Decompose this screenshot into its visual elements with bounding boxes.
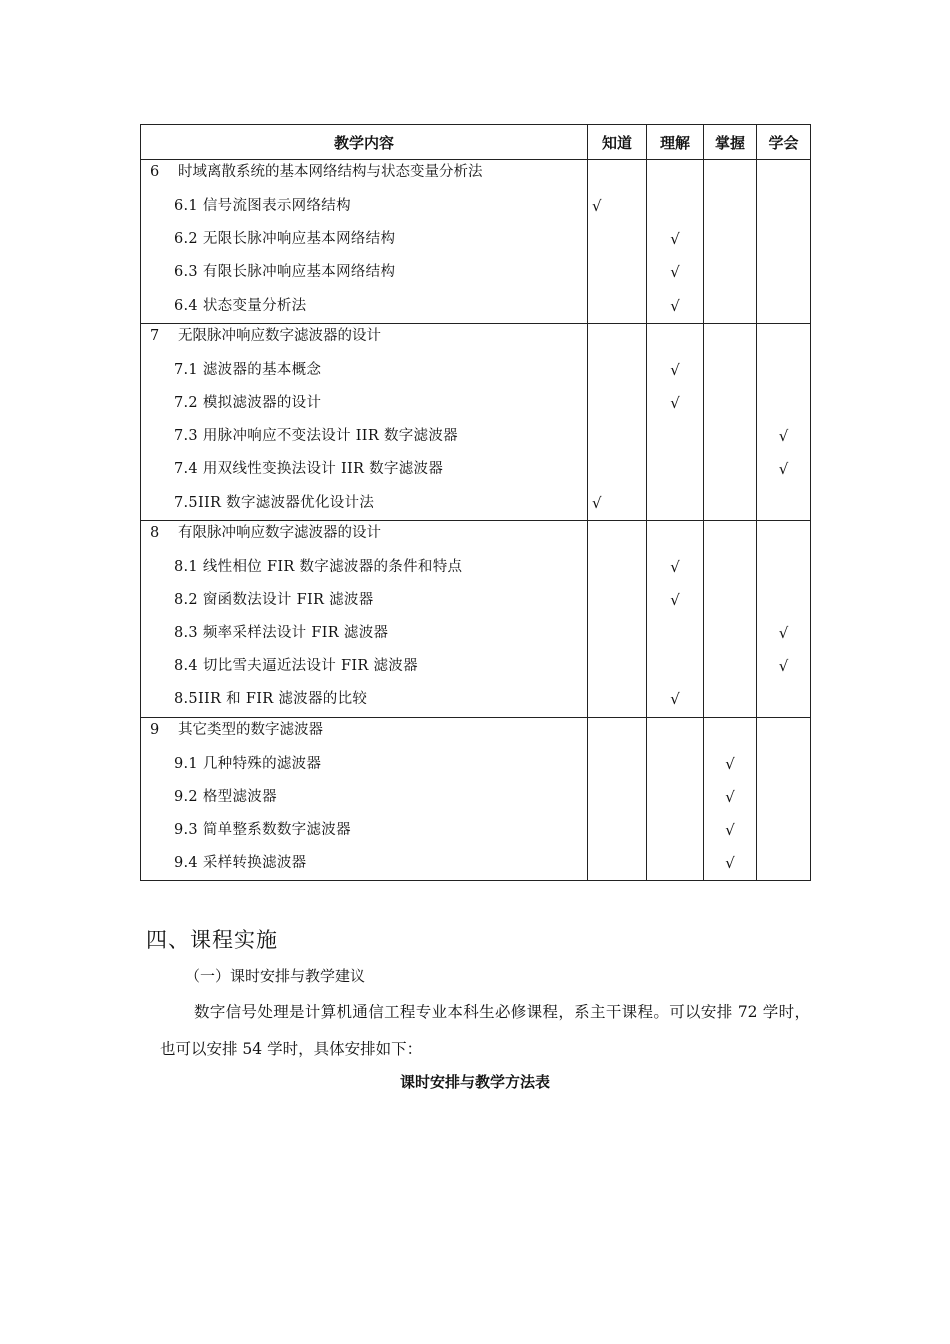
chapter-number: 9	[150, 721, 160, 738]
empty-mark	[757, 781, 810, 814]
chapter-number: 8	[150, 524, 160, 541]
chapter-title: 有限脉冲响应数字滤波器的设计	[178, 524, 381, 541]
topic-item: 8.1 线性相位 FIR 数字滤波器的条件和特点	[174, 558, 463, 575]
check-mark: √	[670, 690, 680, 709]
teaching-objectives-table	[140, 124, 811, 881]
check-mark: √	[670, 360, 680, 379]
empty-mark	[757, 354, 810, 387]
check-mark: √	[778, 460, 789, 479]
chapter-title: 其它类型的数字滤波器	[178, 721, 323, 738]
empty-mark	[704, 551, 756, 584]
topic-item: 6.1 信号流图表示网络结构	[174, 198, 351, 214]
table-header-row	[141, 125, 811, 160]
empty-mark	[588, 453, 646, 486]
section-title: 四、课程实施	[146, 928, 278, 952]
empty-mark	[588, 256, 646, 289]
chapter-content-cell	[141, 160, 588, 324]
empty-mark	[757, 683, 810, 716]
chapter-number: 7	[150, 327, 160, 344]
check-mark: √	[725, 854, 735, 873]
chapter-content-cell	[141, 520, 588, 717]
level-column-3	[704, 717, 757, 881]
level-column-1	[588, 520, 647, 717]
topic-item: 7.3 用脉冲响应不变法设计 IIR 数字滤波器	[174, 428, 458, 445]
empty-mark	[704, 453, 756, 486]
empty-mark	[588, 683, 646, 716]
empty-mark	[647, 781, 703, 814]
empty-mark	[704, 290, 756, 323]
topic-item: 6.3 有限长脉冲响应基本网络结构	[174, 264, 396, 281]
check-mark: √	[725, 821, 735, 839]
check-mark: √	[670, 263, 680, 282]
empty-mark	[647, 617, 703, 650]
empty-mark	[647, 847, 703, 880]
empty-mark	[704, 354, 756, 387]
empty-mark	[588, 814, 646, 847]
check-mark: √	[592, 197, 602, 215]
empty-mark	[757, 190, 810, 223]
empty-mark	[757, 487, 810, 520]
empty-mark	[757, 814, 810, 847]
topic-item: 6.2 无限长脉冲响应基本网络结构	[174, 231, 396, 248]
check-mark: √	[670, 590, 680, 609]
empty-mark	[647, 814, 703, 847]
check-mark: √	[725, 754, 735, 773]
header-master: 掌握	[704, 125, 757, 160]
empty-mark	[588, 223, 646, 256]
empty-mark	[588, 354, 646, 387]
empty-mark	[647, 420, 703, 453]
empty-mark	[588, 650, 646, 683]
empty-mark	[757, 847, 810, 880]
empty-mark	[704, 420, 756, 453]
empty-mark	[588, 420, 646, 453]
level-column-3	[704, 160, 757, 324]
empty-mark	[588, 781, 646, 814]
level-column-1	[588, 160, 647, 324]
level-column-4	[757, 323, 811, 520]
schedule-paragraph: 数字信号处理是计算机通信工程专业本科生必修课程，系主干课程。可以安排 72 学时，也可以安排 54 学时，具体安排如下：	[160, 1003, 810, 1058]
empty-mark	[647, 453, 703, 486]
empty-mark	[588, 748, 646, 781]
topic-item: 9.2 格型滤波器	[174, 788, 277, 805]
chapter-heading	[141, 521, 587, 551]
level-column-1	[588, 717, 647, 881]
empty-mark	[647, 487, 703, 520]
sub-heading: （一）课时安排与教学建议	[185, 967, 366, 985]
level-column-3	[704, 520, 757, 717]
chapter-content-cell	[141, 717, 588, 881]
chapter-number: 6	[150, 164, 160, 180]
chapter-heading	[141, 718, 587, 748]
chapter-heading	[141, 160, 587, 190]
empty-mark	[704, 683, 756, 716]
level-column-4	[757, 520, 811, 717]
check-mark: √	[670, 557, 680, 576]
check-mark: √	[778, 657, 789, 676]
level-column-2	[647, 323, 704, 520]
table-caption: 课时安排与教学方法表	[399, 1073, 550, 1091]
topic-item: 8.5IIR 和 FIR 滤波器的比较	[174, 691, 368, 708]
topic-item: 8.4 切比雪夫逼近法设计 FIR 滤波器	[174, 658, 418, 675]
empty-mark	[757, 290, 810, 323]
empty-mark	[757, 387, 810, 420]
topic-item: 7.1 滤波器的基本概念	[174, 361, 322, 378]
empty-mark	[647, 748, 703, 781]
empty-mark	[757, 256, 810, 289]
empty-mark	[704, 487, 756, 520]
topic-item: 8.2 窗函数法设计 FIR 滤波器	[174, 591, 374, 608]
check-mark: √	[592, 493, 602, 512]
empty-mark	[704, 190, 756, 223]
empty-mark	[588, 387, 646, 420]
empty-mark	[704, 387, 756, 420]
empty-mark	[757, 223, 810, 256]
empty-mark	[757, 748, 810, 781]
chapter-title: 时域离散系统的基本网络结构与状态变量分析法	[178, 164, 483, 180]
empty-mark	[647, 190, 703, 223]
chapter-row	[141, 520, 811, 717]
empty-mark	[757, 584, 810, 617]
level-column-1	[588, 323, 647, 520]
topic-item: 9.1 几种特殊的滤波器	[174, 755, 322, 772]
check-mark: √	[670, 296, 680, 315]
empty-mark	[647, 650, 703, 683]
empty-mark	[588, 551, 646, 584]
check-mark: √	[725, 787, 735, 806]
level-column-2	[647, 160, 704, 324]
topic-item: 8.3 频率采样法设计 FIR 滤波器	[174, 625, 389, 642]
chapter-title: 无限脉冲响应数字滤波器的设计	[178, 327, 381, 344]
level-column-2	[647, 520, 704, 717]
empty-mark	[704, 617, 756, 650]
level-column-3	[704, 323, 757, 520]
empty-mark	[757, 551, 810, 584]
topic-item: 9.3 简单整系数数字滤波器	[174, 822, 351, 838]
chapter-row	[141, 717, 811, 881]
topic-item: 7.4 用双线性变换法设计 IIR 数字滤波器	[174, 461, 444, 478]
topic-item: 7.2 模拟滤波器的设计	[174, 394, 322, 411]
empty-mark	[704, 256, 756, 289]
check-mark: √	[670, 393, 680, 412]
empty-mark	[588, 617, 646, 650]
topic-item: 7.5IIR 数字滤波器优化设计法	[174, 494, 375, 511]
header-content: 教学内容	[141, 125, 588, 160]
chapter-row	[141, 323, 811, 520]
chapter-content-cell	[141, 323, 588, 520]
header-know: 知道	[588, 125, 647, 160]
level-column-2	[647, 717, 704, 881]
empty-mark	[704, 584, 756, 617]
topic-item: 9.4 采样转换滤波器	[174, 855, 307, 872]
header-apply: 学会	[757, 125, 811, 160]
chapter-row	[141, 160, 811, 324]
check-mark: √	[778, 427, 789, 446]
empty-mark	[588, 290, 646, 323]
empty-mark	[704, 650, 756, 683]
empty-mark	[704, 223, 756, 256]
level-column-4	[757, 717, 811, 881]
empty-mark	[588, 847, 646, 880]
topic-item: 6.4 状态变量分析法	[174, 297, 307, 314]
chapter-heading	[141, 324, 587, 354]
check-mark: √	[778, 624, 789, 643]
header-understand: 理解	[647, 125, 704, 160]
empty-mark	[588, 584, 646, 617]
level-column-4	[757, 160, 811, 324]
check-mark: √	[670, 230, 680, 249]
